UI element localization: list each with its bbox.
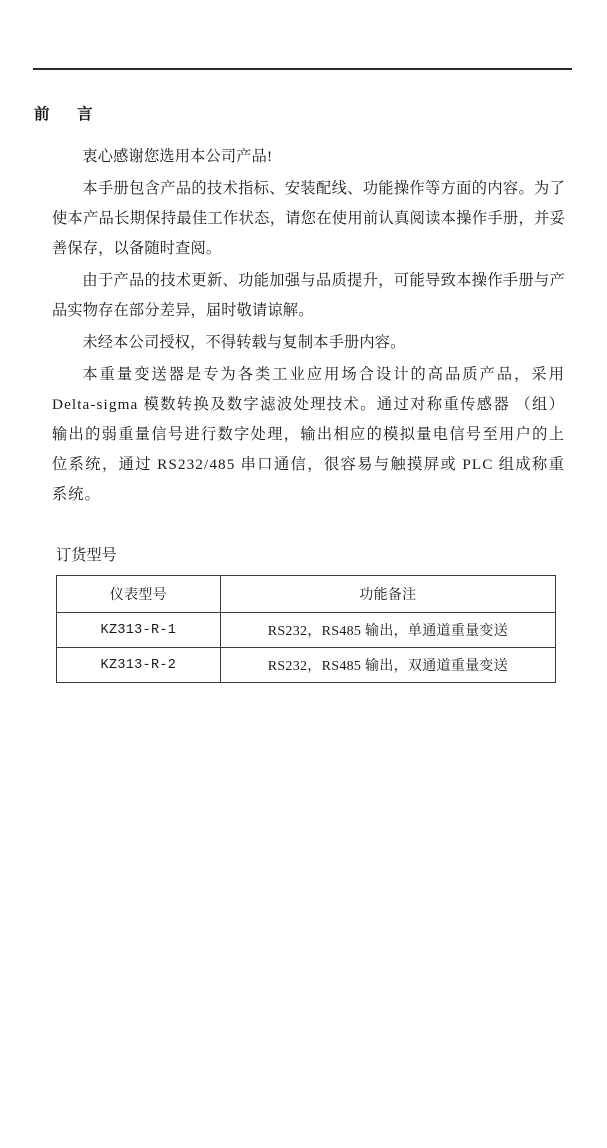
table-header-row: [57, 576, 556, 613]
paragraph-3: 由于产品的技术更新、功能加强与品质提升，可能导致本操作手册与产品实物存在部分差异，届时敬请谅解。: [52, 272, 565, 319]
cell-model: KZ313-R-1: [57, 613, 221, 648]
column-header-model: 仪表型号: [57, 576, 221, 613]
paragraph-2: 本手册包含产品的技术指标、安装配线、功能操作等方面的内容。为了使本产品长期保持最佳工作状态，请您在使用前认真阅读本操作手册，并妥善保存，以备随时查阅。: [52, 180, 565, 257]
document-page: [0, 68, 607, 1148]
cell-note: RS232，RS485 输出，双通道重量变送: [220, 648, 555, 683]
column-header-note: 功能备注: [220, 576, 555, 613]
page-title: 前 言: [34, 106, 99, 123]
paragraph-1: 衷心感谢您选用本公司产品!: [82, 148, 273, 165]
order-section-heading: 订货型号: [56, 547, 117, 564]
table-row: [57, 613, 556, 648]
cell-note: RS232，RS485 输出，单通道重量变送: [220, 613, 555, 648]
preface-body: [34, 142, 573, 510]
cell-model: KZ313-R-2: [57, 648, 221, 683]
paragraph-4: 未经本公司授权，不得转载与复制本手册内容。: [82, 334, 406, 351]
order-model-table: [56, 575, 556, 683]
header-rule: [33, 68, 572, 70]
table-row: [57, 648, 556, 683]
paragraph-5: 本重量变送器是专为各类工业应用场合设计的高品质产品，采用 Delta-sigma 模数转换及数字滤波处理技术。通过对称重传感器 （组）输出的弱重量信号进行数字处理，输出相应的模拟量电信号至用户的上位系统，通过 RS232/485 串口通信，很容易与触摸屏或 PLC 组成称重系统。: [52, 366, 565, 503]
